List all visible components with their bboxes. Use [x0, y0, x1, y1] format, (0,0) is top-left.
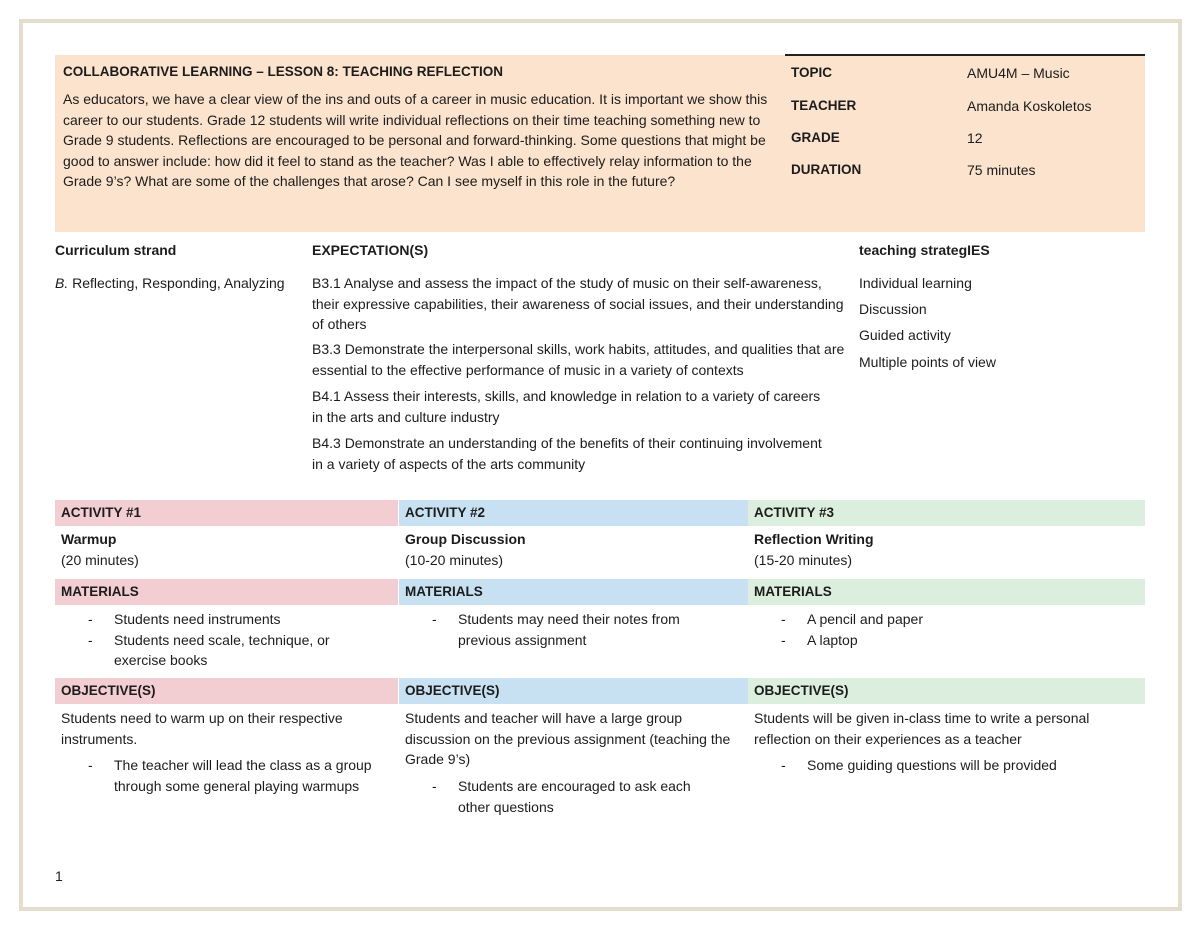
- curriculum-strand: [55, 273, 305, 294]
- activity-2-objective-list: [432, 776, 722, 817]
- strategy-item: Individual learning: [859, 275, 972, 291]
- expectation-item: B4.3 Demonstrate an understanding of the benefits of their continuing involvement in a variety of aspects of the arts community: [312, 435, 822, 472]
- activity-2-title: [405, 529, 526, 570]
- activity-2-objective-heading: OBJECTIVE(S): [399, 678, 748, 704]
- expectations-heading: EXPECTATION(S): [312, 242, 429, 258]
- strategies-heading: teaching strategIES: [859, 242, 990, 258]
- curriculum-strand-heading: Curriculum strand: [55, 242, 177, 258]
- topic-value: AMU4M – Music: [967, 65, 1070, 81]
- grade-label: GRADE: [791, 130, 840, 145]
- list-item: - A laptop: [781, 631, 858, 648]
- activity-1-duration: (20 minutes): [61, 551, 139, 568]
- grade-value: 12: [967, 130, 983, 146]
- page-number: 1: [55, 868, 63, 884]
- info-top-rule: [785, 54, 1145, 56]
- activity-3-duration: (15-20 minutes): [754, 551, 853, 568]
- teacher-label: TEACHER: [791, 98, 857, 113]
- activity-3-objective-text: Students will be given in-class time to write a personal reflection on their experiences as a teacher: [754, 710, 1090, 747]
- topic-label: TOPIC: [791, 65, 833, 80]
- activity-1-name: Warmup: [61, 531, 117, 547]
- expectation-item: B3.1 Analyse and assess the impact of the study of music on their self-awareness, their expressive capabilities, their awareness of social issues, and their understanding of others: [312, 275, 844, 332]
- list-item: - Students are encouraged to ask each other questions: [432, 778, 691, 815]
- activity-2-materials-list: [432, 609, 722, 650]
- activity-3-objective-heading: OBJECTIVE(S): [748, 678, 1145, 704]
- activity-2-materials-heading: MATERIALS: [399, 579, 748, 605]
- activity-2-name: Group Discussion: [405, 531, 526, 547]
- lesson-title: COLLABORATIVE LEARNING – LESSON 8: TEACHING REFLECTION: [63, 64, 504, 79]
- activity-2-heading: ACTIVITY #2: [399, 500, 748, 526]
- list-item: - Some guiding questions will be provided: [781, 757, 1057, 773]
- list-item: - Students may need their notes from previous assignment: [432, 611, 680, 648]
- list-item: - A pencil and paper: [781, 611, 923, 627]
- strategy-item: Discussion: [859, 301, 927, 317]
- activity-1-objective-text: Students need to warm up on their respective instruments.: [61, 710, 343, 747]
- activity-1-title: [61, 529, 139, 570]
- list-item: - Students need scale, technique, or exercise books: [88, 631, 330, 668]
- duration-label: DURATION: [791, 162, 862, 177]
- teacher-value: Amanda Koskoletos: [967, 98, 1092, 114]
- activity-1-materials-list: [88, 609, 378, 671]
- strand-text: Reflecting, Responding, Analyzing: [68, 275, 285, 291]
- activity-3-title: [754, 529, 874, 570]
- list-item: - Students need instruments: [88, 611, 281, 627]
- strand-letter: B.: [55, 275, 69, 291]
- activity-3-materials-heading: MATERIALS: [748, 579, 1145, 605]
- list-item: - The teacher will lead the class as a group through some general playing warmups: [88, 757, 372, 794]
- activity-2-objective-text: Students and teacher will have a large group discussion on the previous assignment (teaching the Grade 9’s): [405, 710, 731, 767]
- activity-1-materials-heading: MATERIALS: [55, 579, 398, 605]
- activity-1-objective-heading: OBJECTIVE(S): [55, 678, 398, 704]
- strategy-item: Guided activity: [859, 327, 951, 343]
- strategy-item: Multiple points of view: [859, 354, 996, 370]
- activity-3-heading: ACTIVITY #3: [748, 500, 1145, 526]
- activity-1-objective-list: [88, 755, 388, 796]
- activity-2-duration: (10-20 minutes): [405, 551, 504, 568]
- lesson-description: As educators, we have a clear view of the ins and outs of a career in music education. It is important we show this career to our students. Grade 12 students will write individual reflections on their time teaching something new to Grade 9 students. Reflections are encouraged to be personal and forward-thinking. Some questions that might be good to answer include: how did it feel to stand as the teacher? Was I able to effectively relay information to the Grade 9’s? What are some of the challenges that arose? Can I see myself in this role in the future?: [63, 91, 768, 189]
- activity-3-materials-list: [781, 609, 1111, 650]
- expectation-item: B3.3 Demonstrate the interpersonal skills, work habits, attitudes, and qualities that are essential to the effective performance of music in a variety of contexts: [312, 341, 845, 378]
- activity-3-name: Reflection Writing: [754, 531, 874, 547]
- activity-3-objective-list: [781, 755, 1121, 776]
- activity-1-heading: ACTIVITY #1: [55, 500, 398, 526]
- expectation-item: B4.1 Assess their interests, skills, and knowledge in relation to a variety of careers in the arts and culture industry: [312, 388, 821, 425]
- duration-value: 75 minutes: [967, 162, 1036, 178]
